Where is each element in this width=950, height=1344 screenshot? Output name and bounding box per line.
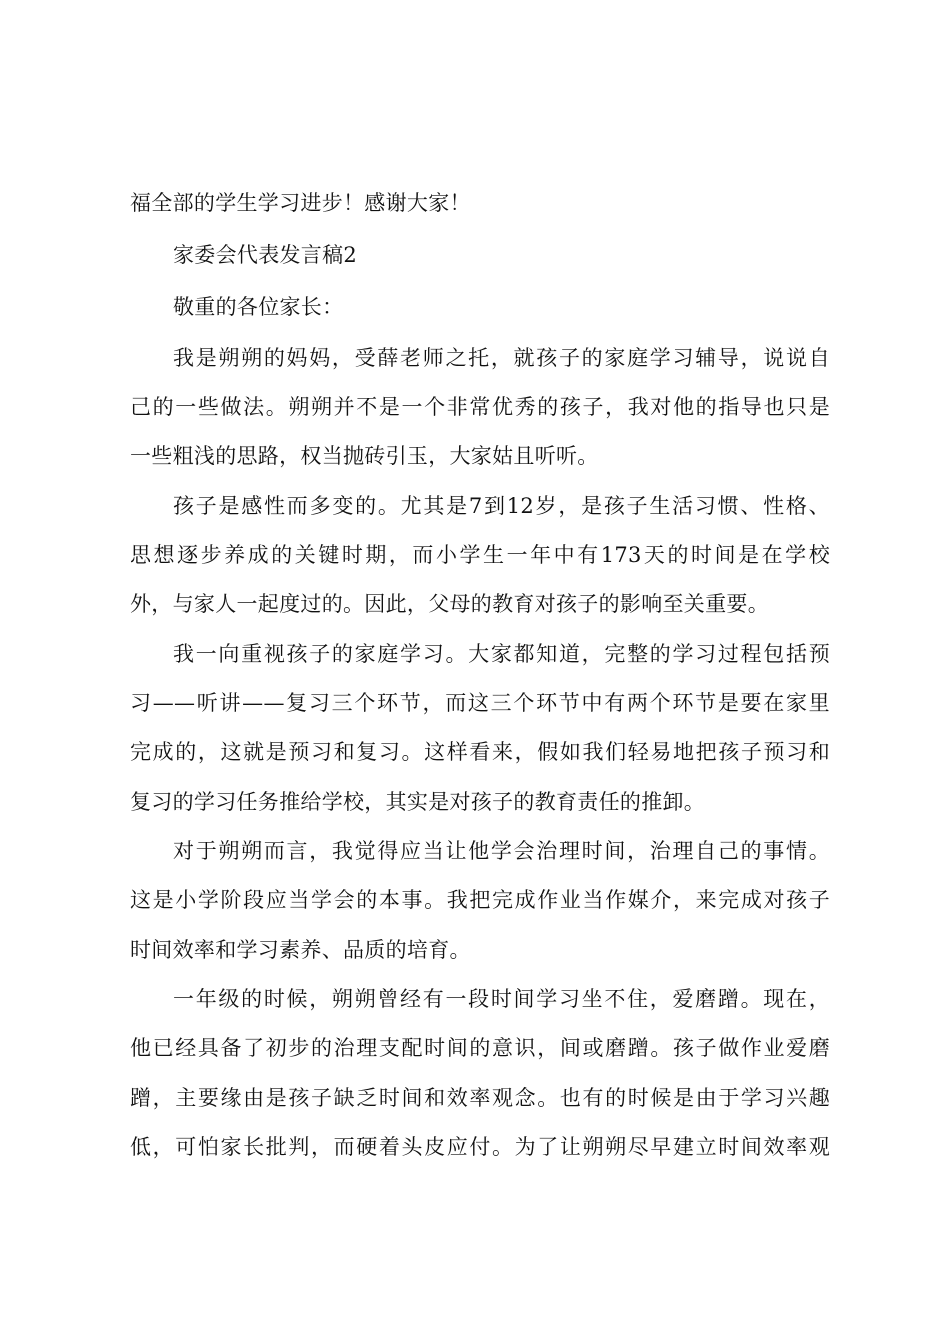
text-line: 对于朔朔而言，我觉得应当让他学会治理时间，治理自己的事情。 xyxy=(173,839,830,863)
text-line: 复习的学习任务推给学校，其实是对孩子的教育责任的推卸。 xyxy=(130,790,706,814)
text-line: 蹭，主要缘由是孩子缺乏时间和效率观念。也有的时候是由于学习兴趣 xyxy=(130,1086,830,1110)
text-line: 思想逐步养成的关键时期，而小学生一年中有173天的时间是在学校 xyxy=(130,543,830,567)
text-line: 一年级的时候，朔朔曾经有一段时间学习坐不住，爱磨蹭。现在， xyxy=(173,987,830,1011)
section-heading: 家委会代表发言稿2 xyxy=(173,243,358,267)
text-line: 完成的，这就是预习和复习。这样看来，假如我们轻易地把孩子预习和 xyxy=(130,740,830,764)
text-line: 这是小学阶段应当学会的本事。我把完成作业当作媒介，来完成对孩子 xyxy=(130,888,830,912)
text-line: 外，与家人一起度过的。因此，父母的教育对孩子的影响至关重要。 xyxy=(130,592,769,616)
text-line: 低，可怕家长批判，而硬着头皮应付。为了让朔朔尽早建立时间效率观 xyxy=(130,1135,830,1159)
text-line: 福全部的学生学习进步！感谢大家！ xyxy=(130,191,471,215)
text-line: 我是朔朔的妈妈，受薛老师之托，就孩子的家庭学习辅导，说说自 xyxy=(173,346,830,370)
text-line: 一些粗浅的思路，权当抛砖引玉，大家姑且听听。 xyxy=(130,444,599,468)
text-line: 习——听讲——复习三个环节，而这三个环节中有两个环节是要在家里 xyxy=(130,691,830,715)
text-line: 己的一些做法。朔朔并不是一个非常优秀的孩子，我对他的指导也只是 xyxy=(130,395,830,419)
text-line: 时间效率和学习素养、品质的培育。 xyxy=(130,938,471,962)
salutation: 敬重的各位家长： xyxy=(173,295,344,319)
text-line: 孩子是感性而多变的。尤其是7到12岁，是孩子生活习惯、性格、 xyxy=(173,494,830,518)
text-line: 他已经具备了初步的治理支配时间的意识，间或磨蹭。孩子做作业爱磨 xyxy=(130,1036,830,1060)
text-line: 我一向重视孩子的家庭学习。大家都知道，完整的学习过程包括预 xyxy=(173,642,830,666)
